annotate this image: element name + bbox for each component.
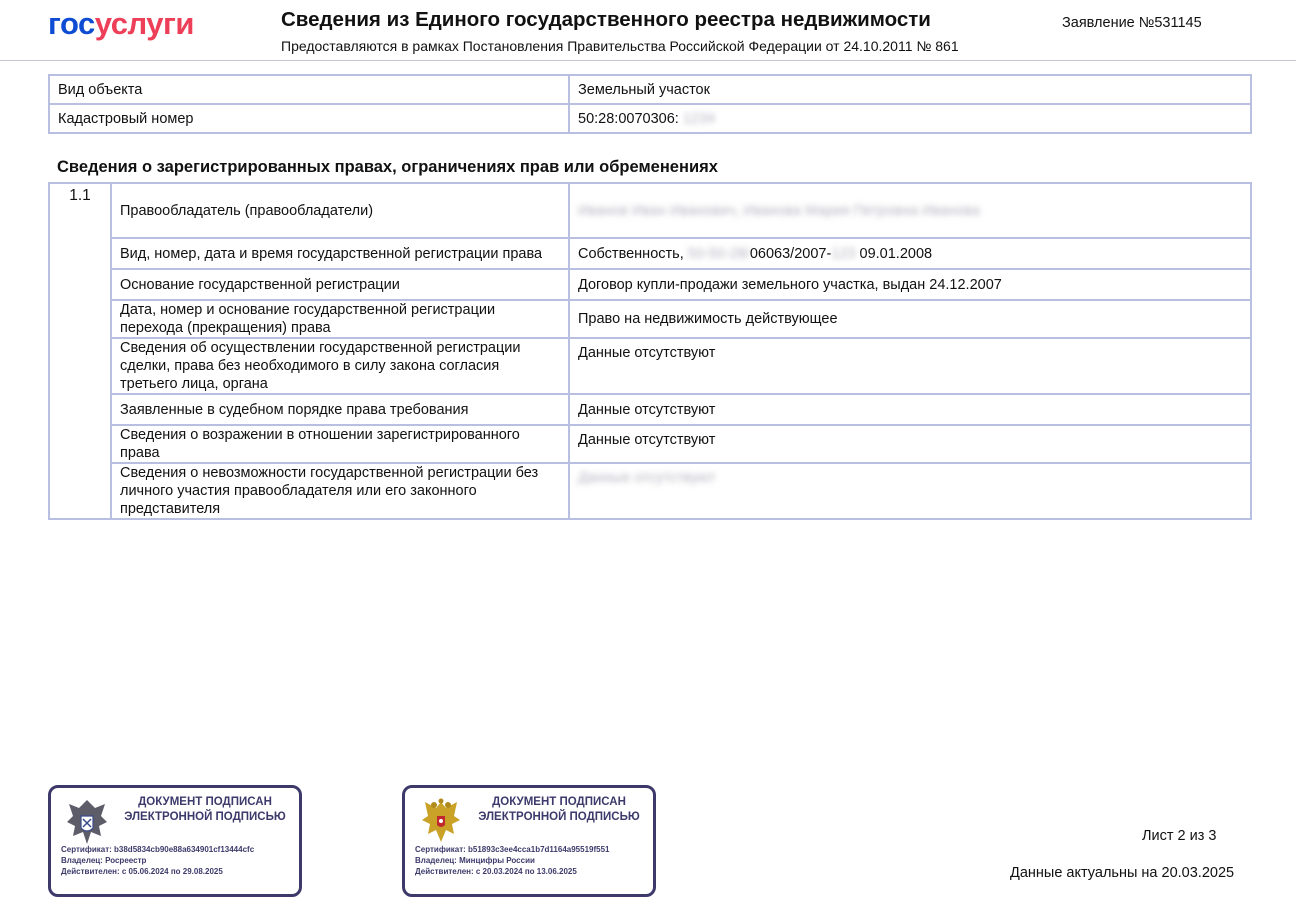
signature-stamp-mincifry [402, 785, 656, 897]
registration-type: Собственность, [578, 245, 684, 262]
registration-date: 09.01.2008 [859, 245, 933, 262]
logo-part-gos: гос [48, 6, 95, 41]
logo-part-uslugi: услуги [94, 6, 194, 41]
personal-participation-value [569, 463, 1251, 519]
redacted-text: Данные отсутствуют [578, 470, 716, 486]
table-row [49, 300, 1251, 338]
row-value: Данные отсутствуют [569, 338, 1251, 394]
stamp-validity: Действителен: с 20.03.2024 по 13.06.2025 [415, 867, 577, 877]
table-row [49, 183, 1251, 238]
object-table [48, 74, 1252, 134]
table-row [49, 338, 1251, 394]
row-value: Данные отсутствуют [569, 425, 1251, 463]
row-label: Сведения об осуществлении государственной регистрации сделки, права без необходимого в силу закона согласия третьего лица, органа [111, 338, 569, 394]
row-value: Данные отсутствуют [569, 394, 1251, 425]
stamp-owner: Владелец: Росреестр [61, 856, 147, 866]
header-divider [0, 60, 1296, 61]
cadastral-number-value [569, 104, 1251, 133]
rightholder-value [569, 183, 1251, 238]
table-row [49, 238, 1251, 269]
rights-table [48, 182, 1252, 520]
rights-section-title: Сведения о зарегистрированных правах, ограничениях прав или обременениях [57, 158, 718, 176]
row-value: Право на недвижимость действующее [569, 300, 1251, 338]
document-title: Сведения из Единого государственного реестра недвижимости [281, 8, 931, 31]
row-label: Основание государственной регистрации [111, 269, 569, 300]
row-value: Договор купли-продажи земельного участка, выдан 24.12.2007 [569, 269, 1251, 300]
signature-stamp-rosreestr [48, 785, 302, 897]
data-actual-date: Данные актуальны на 20.03.2025 [1010, 865, 1235, 881]
stamp-details [415, 844, 609, 878]
document-subtitle: Предоставляются в рамках Постановления Правительства Российской Федерации от 24.10.2011 № 861 [281, 38, 959, 54]
registration-value [569, 238, 1251, 269]
stamp-certificate: Сертификат: b51893c3ee4cca1b7d1164a95519f551 [415, 845, 610, 854]
entry-number: 1.1 [49, 183, 111, 519]
table-row [49, 394, 1251, 425]
table-row [49, 425, 1251, 463]
table-row [49, 104, 1251, 133]
gosuslugi-logo [48, 8, 194, 40]
page-counter: Лист 2 из 3 [1142, 828, 1217, 844]
redacted-text: 123 [831, 245, 856, 262]
row-label: Сведения о невозможности государственной регистрации без личного участия правообладателя или его законного представителя [111, 463, 569, 519]
object-type-label: Вид объекта [49, 75, 569, 104]
cadastral-number-text: 50:28:0070306: [578, 110, 679, 127]
table-row [49, 269, 1251, 300]
rosreestr-emblem-icon [65, 796, 109, 848]
row-label: Правообладатель (правообладатели) [111, 183, 569, 238]
stamp-title: ДОКУМЕНТ ПОДПИСАН ЭЛЕКТРОННОЙ ПОДПИСЬЮ [124, 796, 286, 823]
redacted-text: Иванов Иван Иванович, Иванова Мария Петровна Иванова [578, 202, 980, 219]
redacted-text: 50-50-28/ [687, 245, 750, 262]
stamp-title: ДОКУМЕНТ ПОДПИСАН ЭЛЕКТРОННОЙ ПОДПИСЬЮ [478, 796, 640, 823]
stamp-owner: Владелец: Минцифры России [415, 856, 535, 866]
table-row [49, 463, 1251, 519]
registration-number: 06063/2007- [749, 245, 832, 262]
row-label: Вид, номер, дата и время государственной регистрации права [111, 238, 569, 269]
row-label: Заявленные в судебном порядке права требования [111, 394, 569, 425]
redacted-text: 1234 [682, 110, 716, 127]
row-label: Дата, номер и основание государственной регистрации перехода (прекращения) права [111, 300, 569, 338]
russian-coat-of-arms-icon [419, 796, 463, 848]
object-type-value: Земельный участок [569, 75, 1251, 104]
stamp-validity: Действителен: с 05.06.2024 по 29.08.2025 [61, 867, 223, 877]
row-label: Сведения о возражении в отношении зарегистрированного права [111, 425, 569, 463]
table-row [49, 75, 1251, 104]
stamp-details [61, 844, 254, 878]
stamp-certificate: Сертификат: b38d5834cb90e88a634901cf13444cfc [61, 845, 255, 854]
cadastral-number-label: Кадастровый номер [49, 104, 569, 133]
application-number: Заявление №531145 [1062, 15, 1202, 31]
